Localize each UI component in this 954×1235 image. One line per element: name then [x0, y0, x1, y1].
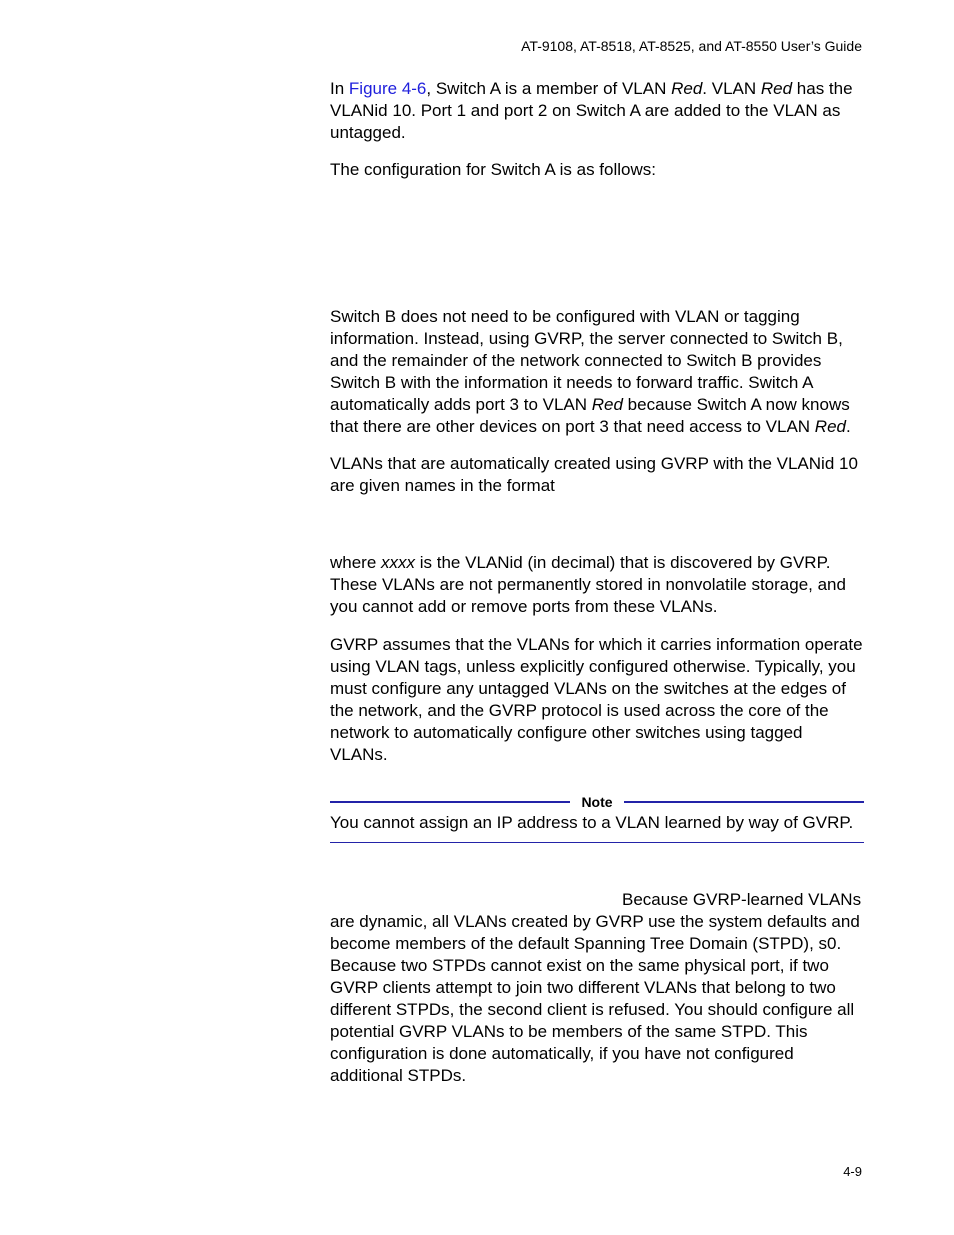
italic-term: Red	[671, 79, 703, 98]
note-rule-bottom	[330, 842, 864, 843]
paragraph-config-intro: The configuration for Switch A is as follows:	[330, 160, 656, 179]
text-run: because Switch A now knows that there are other devices on port 3 that need access to VLAN	[330, 395, 850, 436]
text-run: has the VLANid 10. Port 1 and port 2 on Switch A are added to the VLAN as untagged.	[330, 79, 853, 142]
paragraph-switch-b	[330, 306, 864, 438]
text-run: In	[330, 79, 349, 98]
page-number: 4-9	[843, 1164, 862, 1179]
paragraph-stpd: are dynamic, all VLANs created by GVRP use the system defaults and become members of the default Spanning Tree Domain (STPD), s0. Because two STPDs cannot exist on the same physical port, if two GVRP clients attempt to join two different VLANs that belong to two different STPDs, the second client is refused. You should configure all potential GVRP VLANs to be members of the same STPD. This configuration is done automatically, if you have not configured additional STPDs.	[330, 912, 860, 1085]
text-run: , Switch A is a member of VLAN	[426, 79, 672, 98]
text-run: . VLAN	[702, 79, 761, 98]
paragraph-gvrp-tags: GVRP assumes that the VLANs for which it carries information operate using VLAN tags, unless explicitly configured otherwise. Typically, you must configure any untagged VLANs on the switches at the edges of the network, and the GVRP protocol is used across the core of the network to automatically configure other switches using tagged VLANs.	[330, 635, 863, 764]
stpd-section	[330, 889, 864, 1087]
note-rule-right	[624, 801, 864, 803]
italic-term: Red	[591, 395, 623, 414]
paragraph-stpd-lead: Because GVRP-learned VLANs	[622, 890, 862, 909]
running-header: AT-9108, AT-8518, AT-8525, and AT-8550 User’s Guide	[521, 38, 862, 54]
italic-term: Red	[760, 79, 793, 98]
note-header	[330, 792, 864, 812]
figure-link[interactable]: Figure 4-6	[348, 79, 427, 98]
note-rule-left	[330, 801, 570, 803]
body-text	[330, 78, 864, 766]
text-run: where	[330, 553, 382, 572]
paragraph-xxxx	[330, 552, 864, 618]
text-run: Switch B does not need to be configured with VLAN or tagging information. Instead, using GVRP, the server connected to Switch B, and the remainder of the network connected to Switch B provides Switch B with the information it needs to forward traffic. Switch A automatically adds port 3 to VLAN	[330, 307, 843, 414]
paragraph-switch-a	[330, 78, 864, 144]
paragraph-vlan-names: VLANs that are automatically created using GVRP with the VLANid 10 are given names in the format	[330, 454, 858, 495]
note-box	[330, 792, 864, 843]
italic-term: Red	[814, 417, 846, 436]
text-run: is the VLANid (in decimal) that is discovered by GVRP. These VLANs are not permanently stored in nonvolatile storage, and you cannot add or remove ports from these VLANs.	[330, 553, 846, 616]
note-label: Note	[581, 794, 613, 810]
text-run: .	[845, 417, 851, 436]
note-text: You cannot assign an IP address to a VLAN learned by way of GVRP.	[330, 813, 854, 832]
italic-term: xxxx	[381, 553, 416, 572]
